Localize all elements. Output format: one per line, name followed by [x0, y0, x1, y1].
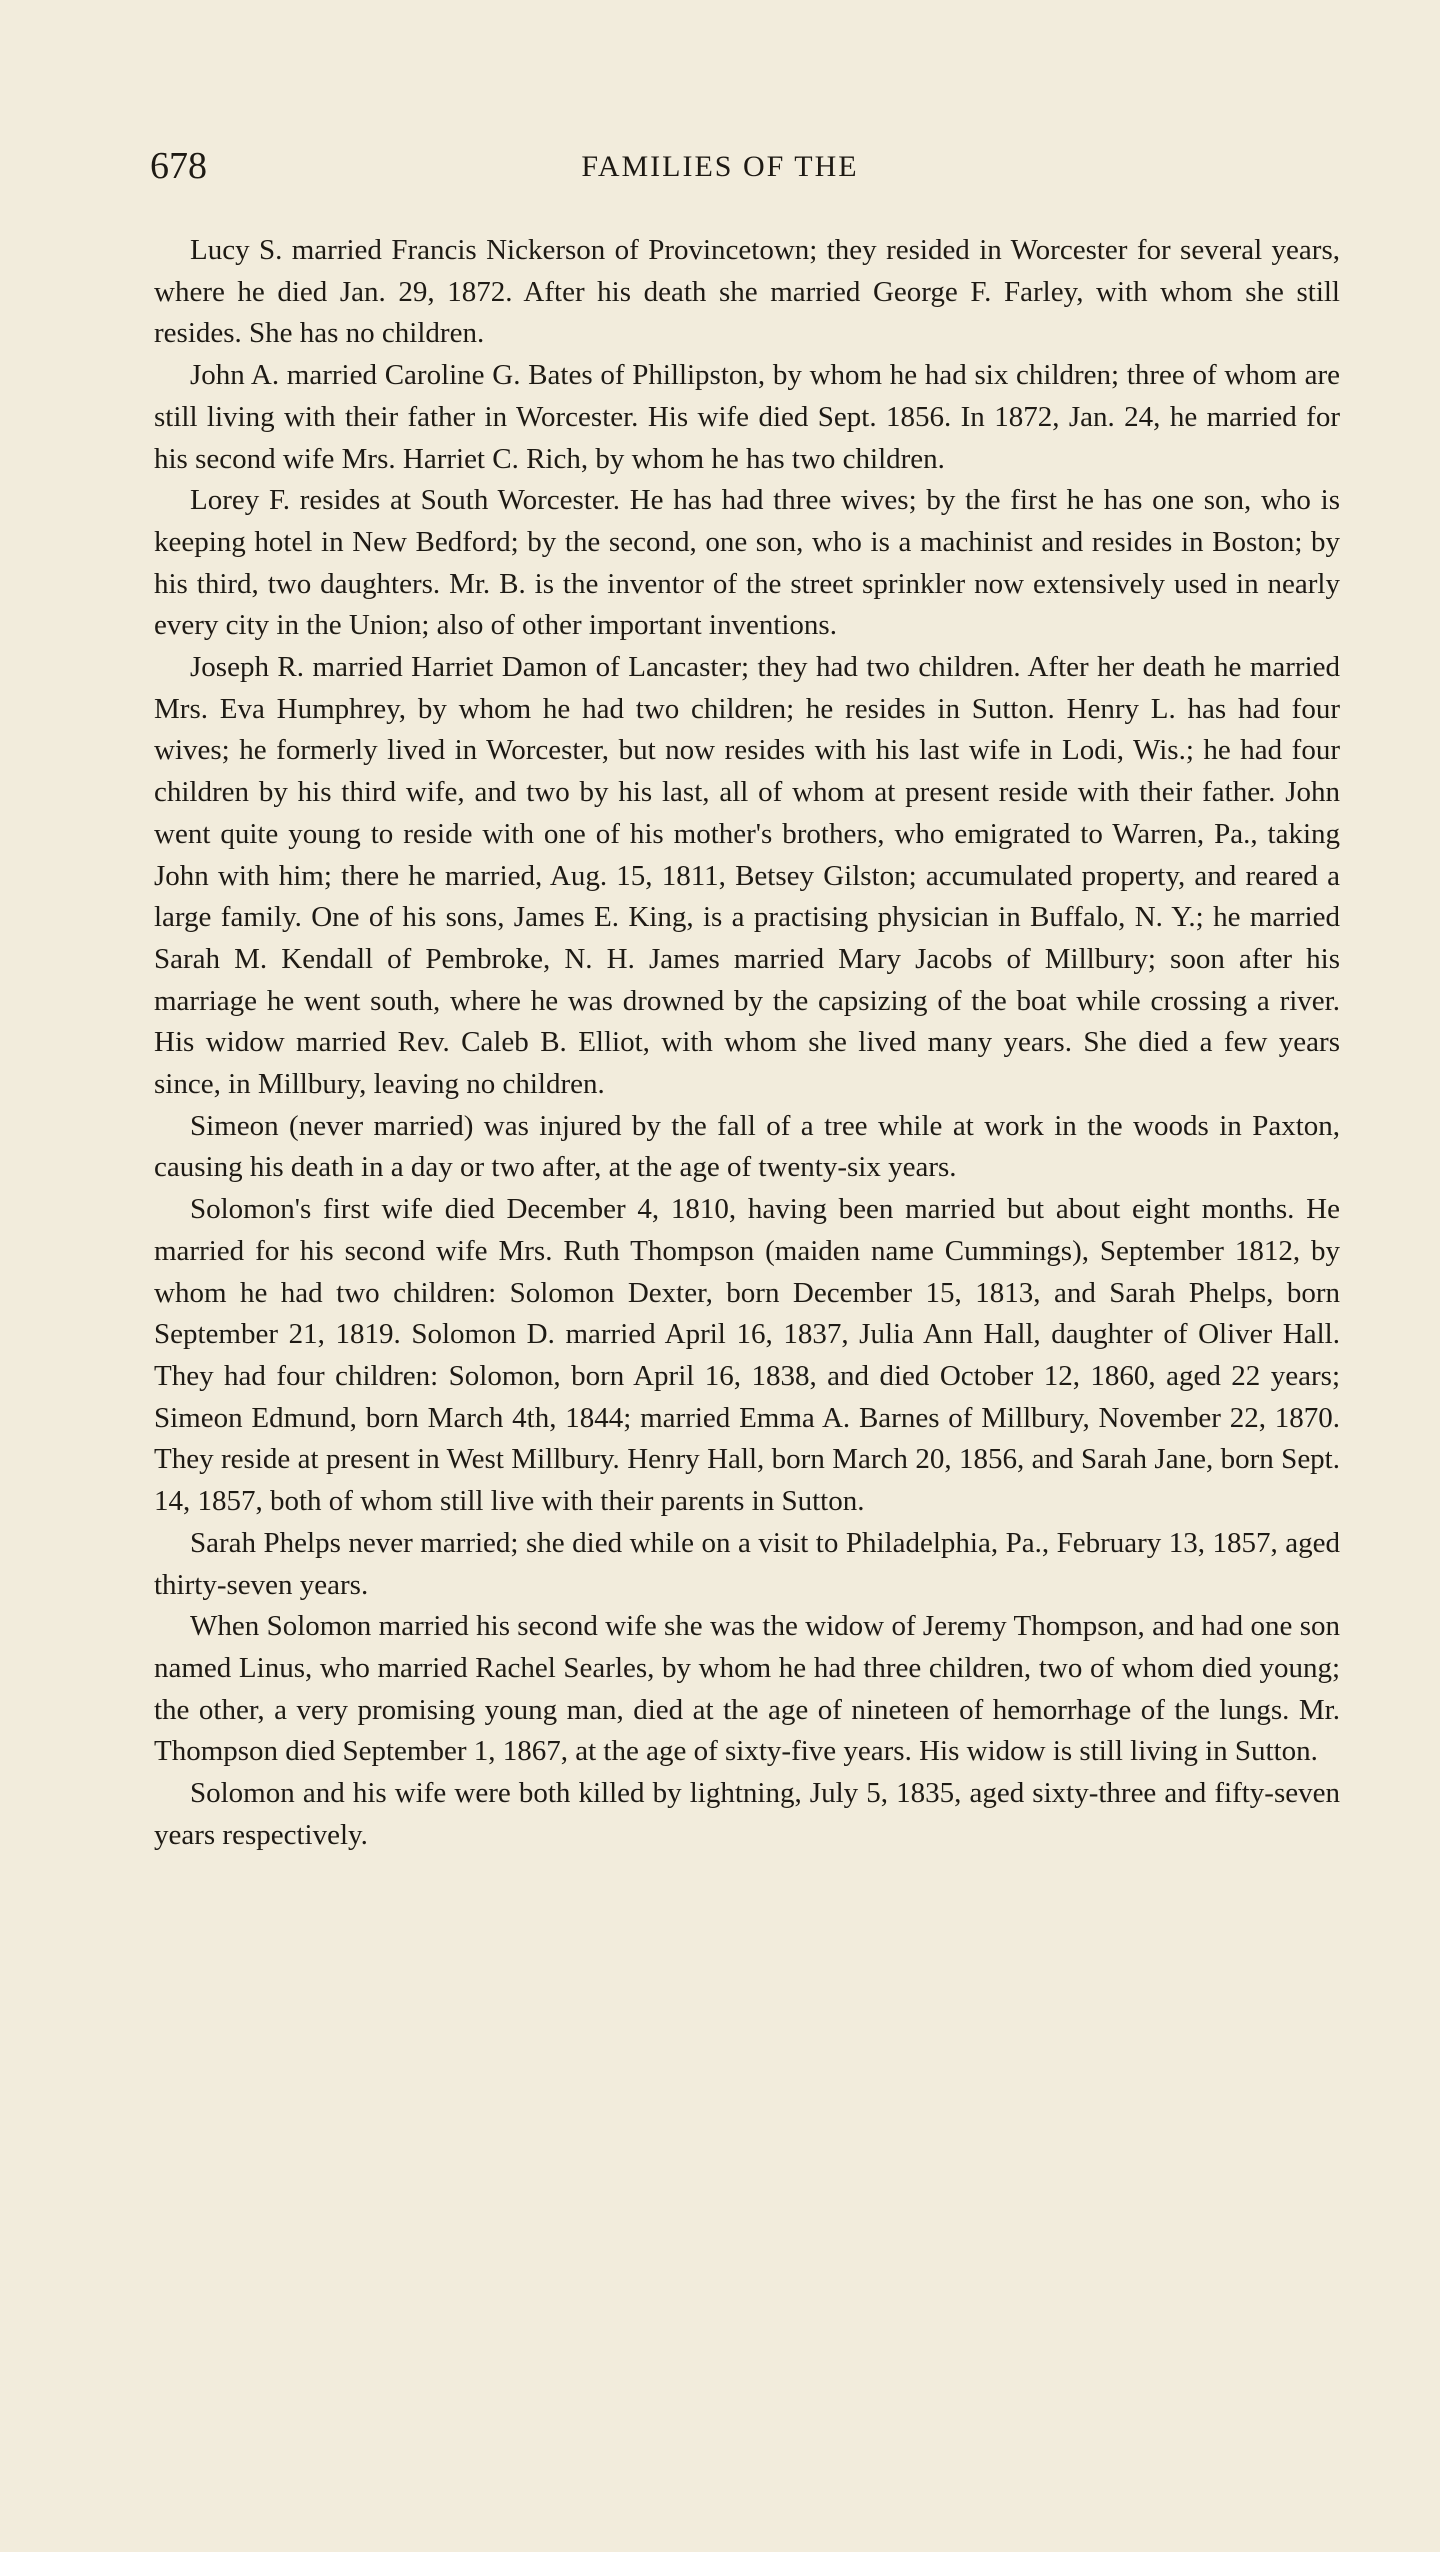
running-head: FAMILIES OF THE: [581, 150, 859, 183]
paragraph-simeon: Simeon (never married) was injured by the fall of a tree while at work in the woods in Paxton, causing his death in a day or two after, at the age of twenty-six years.: [154, 1109, 1340, 1184]
paragraph-joseph: Joseph R. married Harriet Damon of Lancaster; they had two children. After her death he married Mrs. Eva Humphrey, by whom he had two children; he resides in Sutton. Henry L. has had four wives; he formerly lived in Worcester, but now resides with his last wife in Lodi, Wis.; he had four children by his third wife, and two by his last, all of whom at present reside with their father. John went quite young to reside with one of his mother's brothers, who emigrated to Warren, Pa., taking John with him; there he married, Aug. 15, 1811, Betsey Gilston; accumulated property, and reared a large family. One of his sons, James E. King, is a practising physician in Buffalo, N. Y.; he married Sarah M. Kendall of Pembroke, N. H. James married Mary Jacobs of Millbury; soon after his marriage he went south, where he was drowned by the capsizing of the boat while crossing a river. His widow married Rev. Caleb B. Elliot, with whom she lived many years. She died a few years since, in Millbury, leaving no children.: [154, 651, 1340, 1101]
body-text: [154, 230, 1340, 1856]
paragraph-thompson: When Solomon married his second wife she was the widow of Jeremy Thompson, and had one son named Linus, who married Rachel Searles, by whom he had three children, two of whom died young; the other, a very promising young man, died at the age of nineteen of hemorrhage of the lungs. Mr. Thompson died September 1, 1867, at the age of sixty-five years. His widow is still living in Sutton.: [154, 1610, 1340, 1768]
paragraph-lightning: Solomon and his wife were both killed by lightning, July 5, 1835, aged sixty-three and fifty-seven years respectively.: [154, 1777, 1340, 1851]
page-number: 678: [150, 145, 207, 187]
paragraph-sarah-phelps: Sarah Phelps never married; she died while on a visit to Philadelphia, Pa., February 13, 1857, aged thirty-seven years.: [154, 1526, 1340, 1601]
paragraph-lorey: Lorey F. resides at South Worcester. He has had three wives; by the first he has one son, who is keeping hotel in New Bedford; by the second, one son, who is a machinist and resides in Boston; by his third, two daughters. Mr. B. is the inventor of the street sprinkler now extensively used in nearly every city in the Union; also of other important inventions.: [154, 484, 1340, 642]
paragraph-solomon-wife: Solomon's first wife died December 4, 1810, having been married but about eight months. He married for his second wife Mrs. Ruth Thompson (maiden name Cummings), September 1812, by whom he had two children: Solomon Dexter, born December 15, 1813, and Sarah Phelps, born September 21, 1819. Solomon D. married April 16, 1837, Julia Ann Hall, daughter of Oliver Hall. They had four children: Solomon, born April 16, 1838, and died October 12, 1860, aged 22 years; Simeon Edmund, born March 4th, 1844; married Emma A. Barnes of Millbury, November 22, 1870. They reside at present in West Millbury. Henry Hall, born March 20, 1856, and Sarah Jane, born Sept. 14, 1857, both of whom still live with their parents in Sutton.: [154, 1193, 1340, 1518]
paragraph-lucy: Lucy S. married Francis Nickerson of Provincetown; they resided in Worcester for several years, where he died Jan. 29, 1872. After his death she married George F. Farley, with whom she still resides. She has no children.: [154, 234, 1340, 350]
paragraph-john-a: John A. married Caroline G. Bates of Phillipston, by whom he had six children; three of whom are still living with their father in Worcester. His wife died Sept. 1856. In 1872, Jan. 24, he married for his second wife Mrs. Harriet C. Rich, by whom he has two children.: [154, 359, 1340, 475]
